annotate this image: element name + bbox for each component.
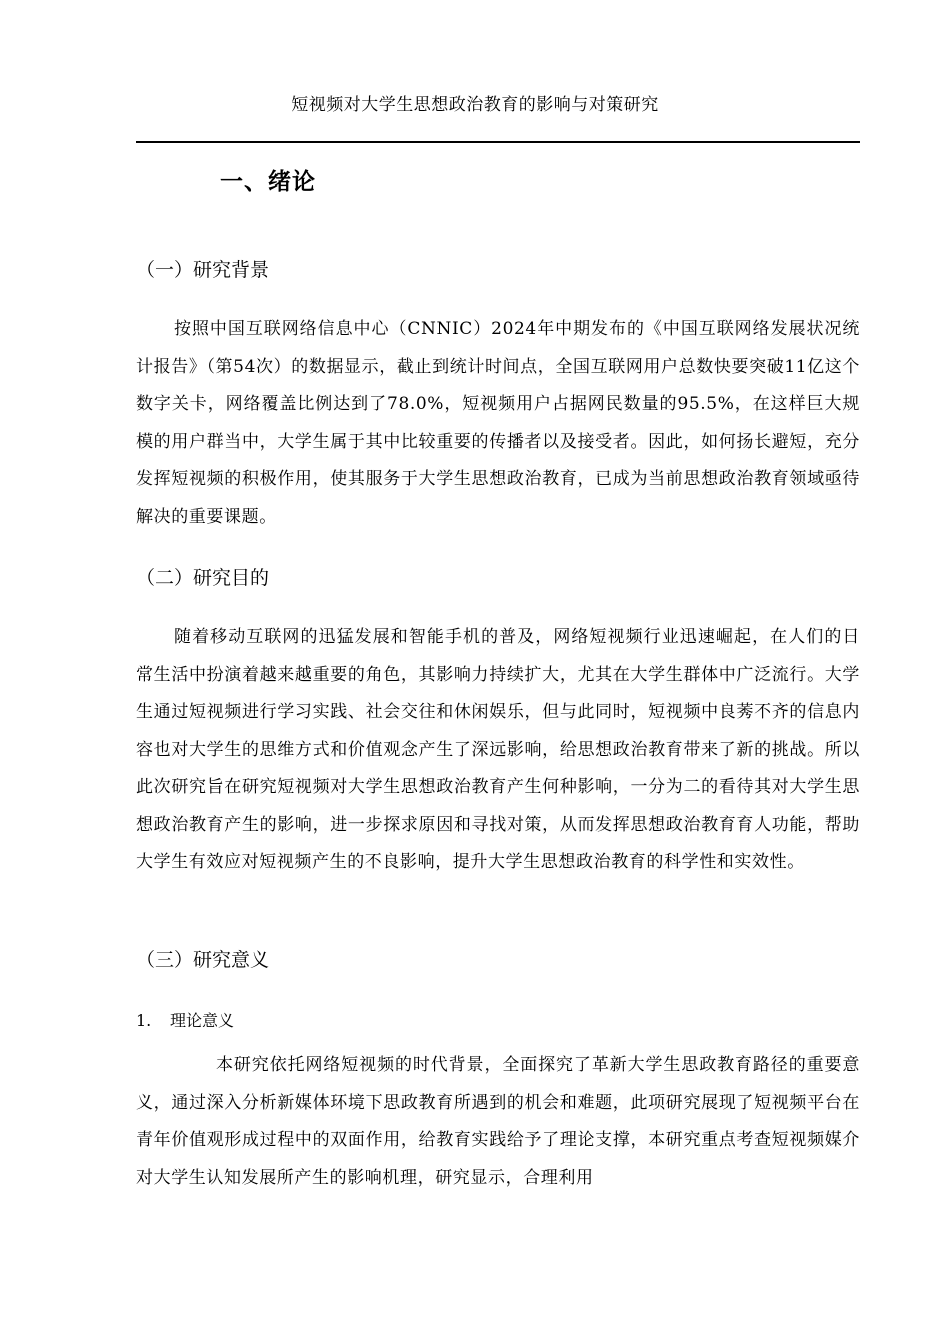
paragraph-purpose: 随着移动互联网的迅猛发展和智能手机的普及，网络短视频行业迅速崛起，在人们的日常生活中扮演着越来越重要的角色，其影响力持续扩大，尤其在大学生群体中广泛流行。大学生通过短视频进行学习实践、社会交往和休闲娱乐，但与此同时，短视频中良莠不齐的信息内容也对大学生的思维方式和价值观念产生了深远影响，给思想政治教育带来了新的挑战。所以此次研究旨在研究短视频对大学生思想政治教育产生何种影响，一分为二的看待其对大学生思想政治教育产生的影响，进一步探求原因和寻找对策，从而发挥思想政治教育育人功能，帮助大学生有效应对短视频产生的不良影响，提升大学生思想政治教育的科学性和实效性。 bbox=[136, 627, 860, 872]
subsection-heading-theory bbox=[136, 1008, 234, 1031]
paragraph-theory: 本研究依托网络短视频的时代背景，全面探究了革新大学生思政教育路径的重要意义，通过深入分析新媒体环境下思政教育所遇到的机会和难题，此项研究展现了短视频平台在青年价值观形成过程中的双面作用，给教育实践给予了理论支撑，本研究重点考查短视频媒介对大学生认知发展所产生的影响机理，研究显示，合理利用 bbox=[136, 1055, 860, 1188]
page-header-title: 短视频对大学生思想政治教育的影响与对策研究 bbox=[291, 95, 659, 115]
subsection-title: 理论意义 bbox=[170, 1011, 235, 1030]
section-heading-significance: （三）研究意义 bbox=[136, 949, 270, 971]
paragraph-background: 按照中国互联网络信息中心（CNNIC）2024年中期发布的《中国互联网络发展状况统计报告》（第54次）的数据显示，截止到统计时间点，全国互联网用户总数快要突破11亿这个数字关卡，网络覆盖比例达到了78.0%，短视频用户占据网民数量的95.5%，在这样巨大规模的用户群当中，大学生属于其中比较重要的传播者以及接受者。因此，如何扬长避短，充分发挥短视频的积极作用，使其服务于大学生思想政治教育，已成为当前思想政治教育领域亟待解决的重要课题。 bbox=[136, 319, 860, 527]
subsection-number: 1. bbox=[136, 1011, 152, 1030]
header-divider bbox=[136, 141, 860, 143]
section-heading-background: （一）研究背景 bbox=[136, 259, 270, 281]
section-heading-purpose: （二）研究目的 bbox=[136, 567, 270, 589]
chapter-title: 一、绪论 bbox=[220, 169, 316, 195]
